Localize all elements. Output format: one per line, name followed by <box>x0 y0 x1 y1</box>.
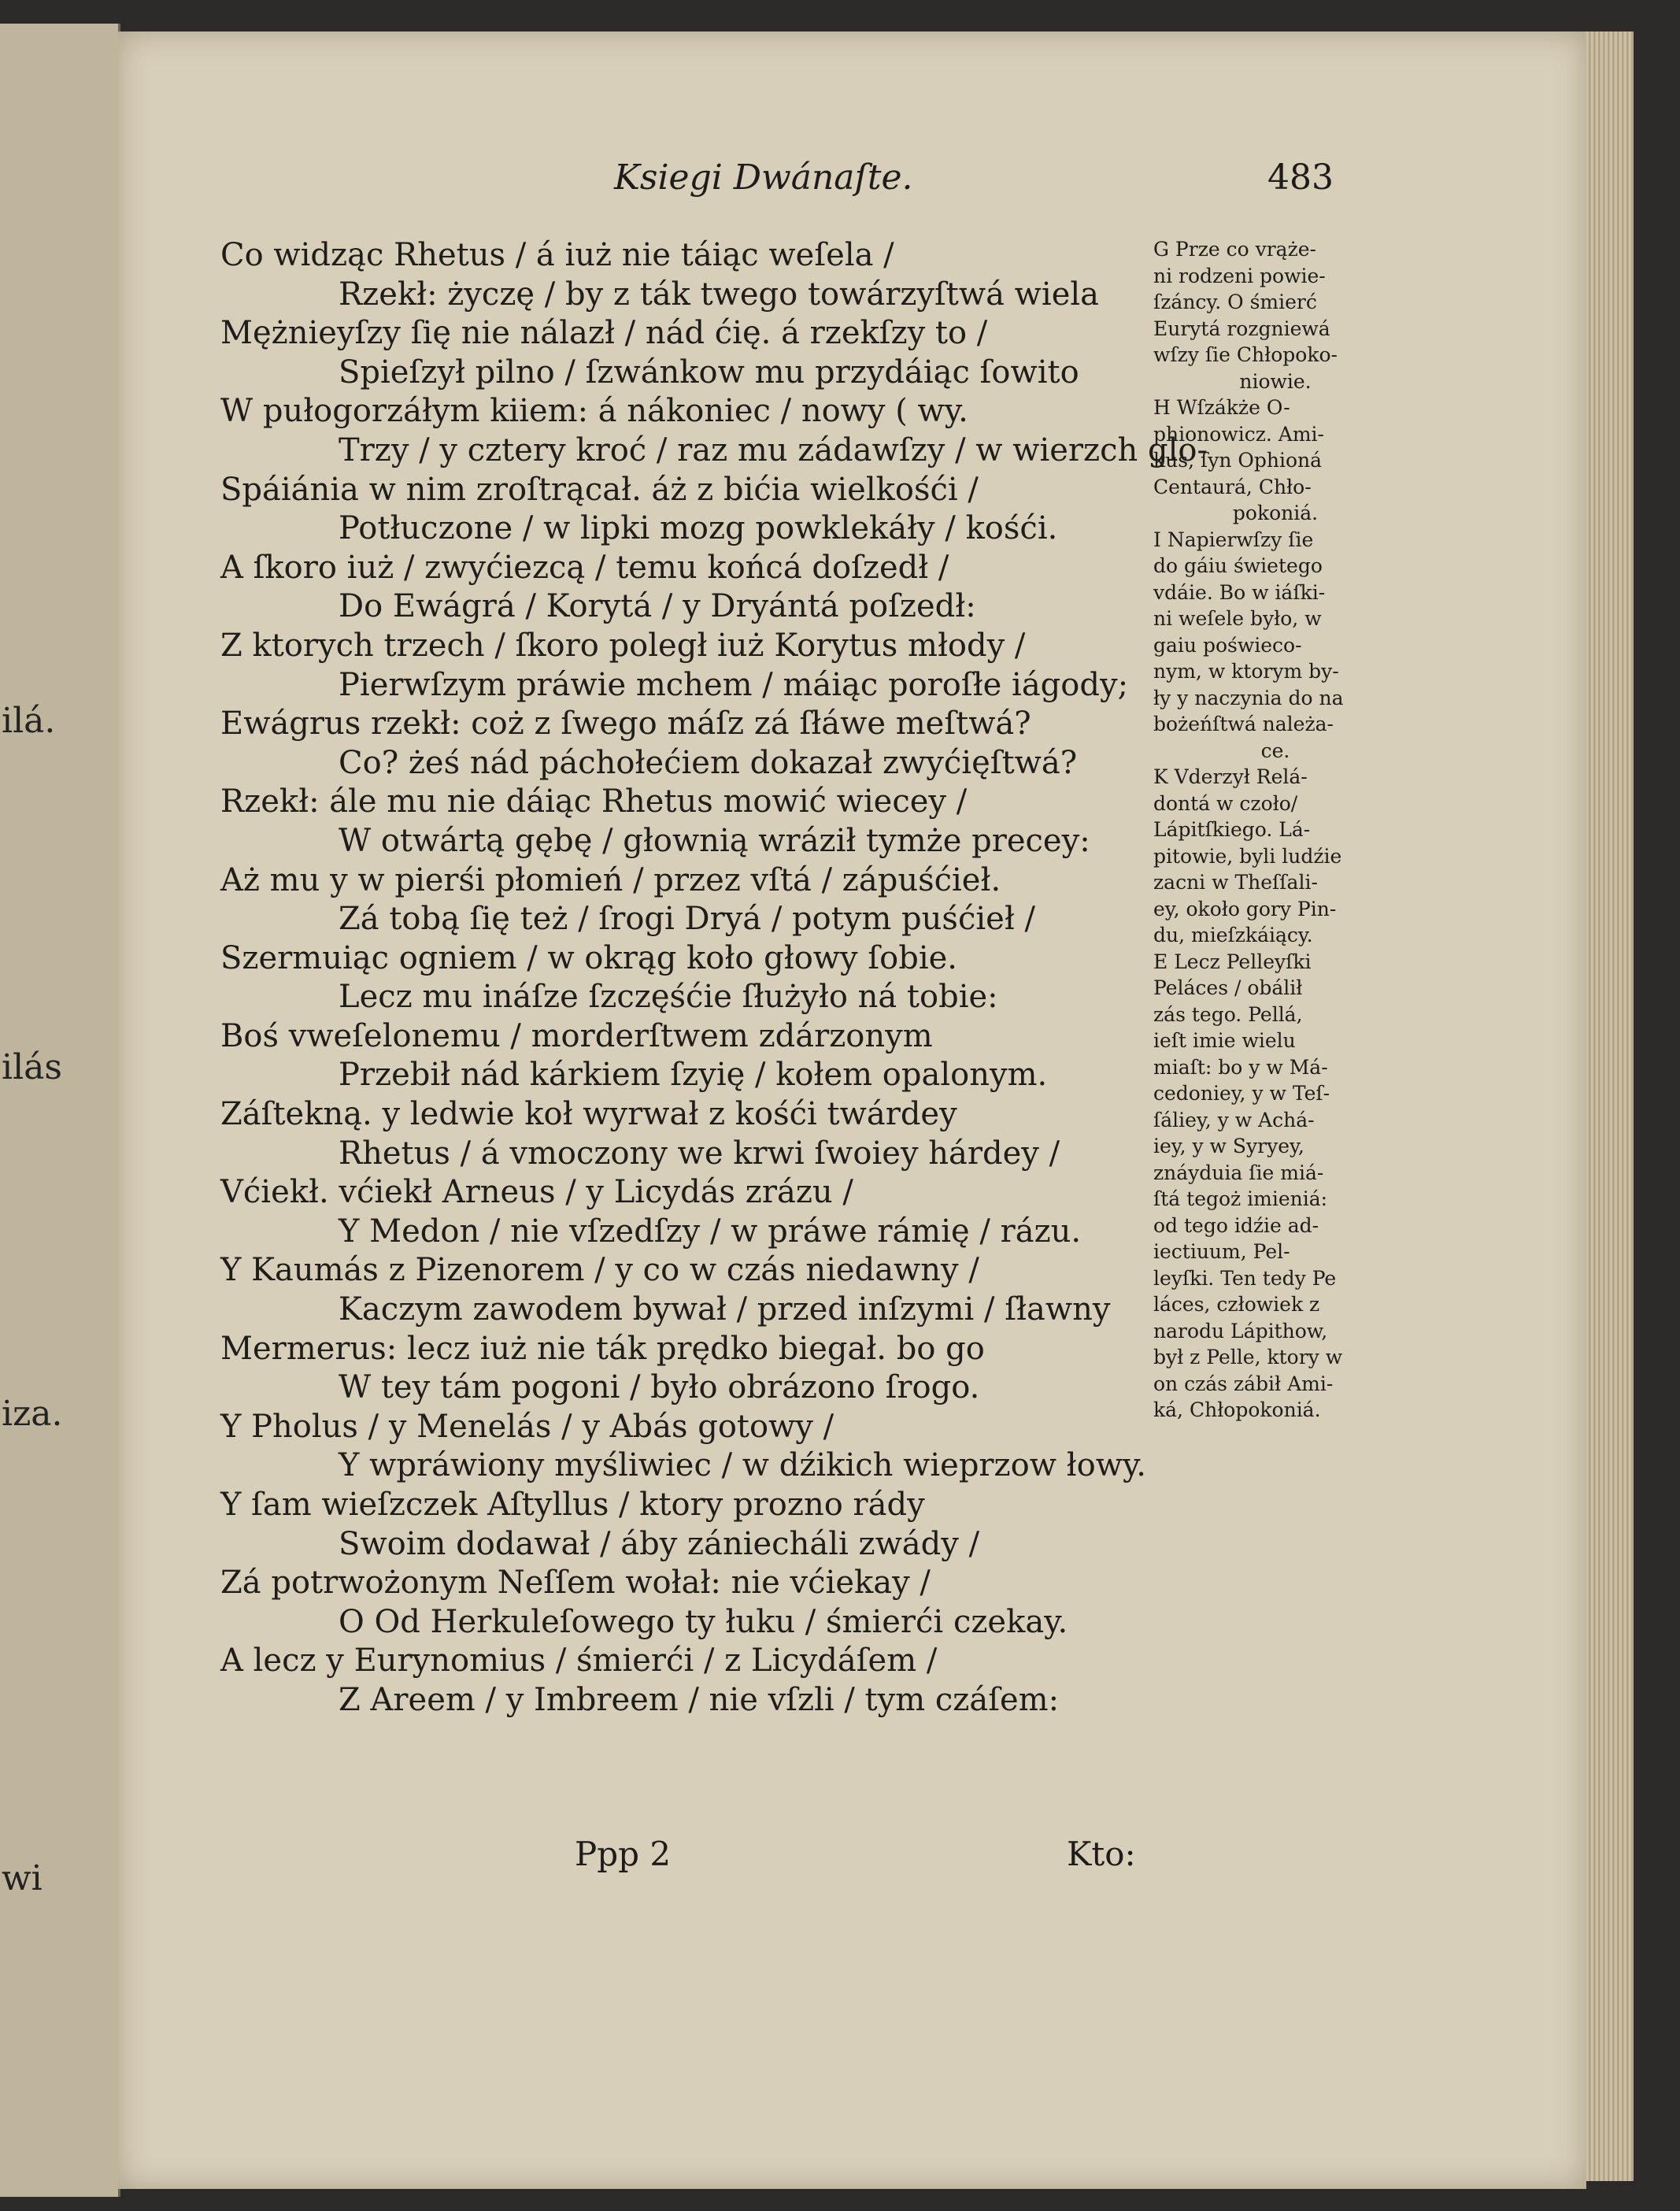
left-page-fragment: ilá. <box>2 701 56 741</box>
marginal-note-line: cedoniey, y w Teſ- <box>1153 1082 1330 1105</box>
verse-line: Z Areem / y Imbreem / nie vſzli / tym czáſem: <box>339 1681 1060 1718</box>
marginal-note-line: bożeńſtwá należa- <box>1153 713 1334 735</box>
marginal-note-line: ſáliey, y w Achá- <box>1153 1108 1315 1131</box>
marginal-note-line: ey, około gory Pin- <box>1153 897 1337 920</box>
verse-line: W tey tám pogoni / było obrázono ſrogo. <box>339 1369 980 1406</box>
marginal-note-line: E Lecz Pelleyſki <box>1153 950 1312 973</box>
verse-line: Do Ewágrá / Korytá / y Dryántá poſzedł: <box>339 588 976 625</box>
marginal-note-line: K Vderzył Relá- <box>1153 765 1308 788</box>
left-page-fragment: ilás <box>2 1047 62 1087</box>
marginal-note-line: pitowie, byli ludźie <box>1153 844 1342 868</box>
verse-line: A lecz y Eurynomius / śmierći / z Licydáſem / <box>220 1643 938 1680</box>
verse-line: Aż mu y w pierśi płomień / przez vſtá / zápuśćieł. <box>220 861 1001 898</box>
marginal-note-line: pokoniá. <box>1232 502 1319 524</box>
verse-block <box>220 236 1208 1720</box>
marginal-note-line: I Napierwſzy ſie <box>1153 528 1314 551</box>
marginal-note-line: ká, Chłopokoniá. <box>1153 1398 1321 1421</box>
verse-line: A ſkoro iuż / zwyćiezcą / temu końcá doſzedł / <box>220 549 949 586</box>
marginal-note-line: G Prze co vrąże- <box>1153 238 1316 261</box>
marginal-note-line: narodu Lápithow, <box>1153 1319 1328 1343</box>
verse-line: Potłuczone / w lipki mozg powklekáły / kośći. <box>339 510 1058 547</box>
verse-line: Rhetus / á vmoczony we krwi ſwoiey hárdey / <box>339 1135 1060 1172</box>
catchword: Kto: <box>1067 1835 1136 1873</box>
marginal-note-line: nym, w ktorym by- <box>1153 660 1339 683</box>
marginal-note-line: miaſt: bo y w Má- <box>1153 1055 1328 1079</box>
marginal-note-line: znáyduia ſie miá- <box>1153 1161 1324 1184</box>
verse-line: Y wpráwiony myśliwiec / w dźikich wieprzow łowy. <box>339 1447 1146 1484</box>
marginal-note-line: ni weſele było, w <box>1153 607 1322 630</box>
verse-line: Rzekł: życzę / by z ták twego towárzyſtwá wiela <box>339 276 1100 313</box>
running-header: Ksiegi Dwánaſte. <box>614 157 913 198</box>
marginal-note-line: vdáie. Bo w iáſki- <box>1153 580 1326 604</box>
marginal-note-line: on czás zábił Ami- <box>1153 1372 1334 1395</box>
verse-line: Pierwſzym práwie mchem / máiąc poroſłe iágody; <box>339 666 1129 703</box>
marginal-note-line: phionowicz. Ami- <box>1153 422 1324 446</box>
verse-line: Boś vweſelonemu / morderſtwem zdárzonym <box>220 1017 933 1054</box>
page-edges <box>1586 31 1634 2181</box>
marginal-note-line: Eurytá rozgniewá <box>1153 317 1330 340</box>
verse-line: W otwártą gębę / głownią wráził tymże precey: <box>339 822 1090 859</box>
marginal-note-line: ſtá tegoż imieniá: <box>1153 1187 1328 1210</box>
marginal-note-line: dontá w czoło/ <box>1153 791 1298 815</box>
verse-line: Zá potrwożonym Neſſem wołał: nie vćiekay / <box>220 1565 931 1602</box>
marginal-note-line: iey, y w Syryey, <box>1153 1135 1304 1157</box>
verse-line: Y Pholus / y Menelás / y Abás gotowy / <box>220 1408 834 1445</box>
verse-line: Záſtekną. y ledwie koł wyrwał z kośći twárdey <box>220 1096 957 1133</box>
verse-line: Co? żeś nád páchołećiem dokazał zwyćięſtwá? <box>339 744 1078 781</box>
marginal-note-line: był z Pelle, ktory w <box>1153 1346 1343 1368</box>
marginal-note-line: láces, człowiek z <box>1153 1293 1320 1316</box>
left-page-fragment: iza. <box>2 1394 63 1434</box>
marginal-note-line: ni rodzeni powie- <box>1153 264 1326 287</box>
verse-line: Szermuiąc ogniem / w okrąg koło głowy ſobie. <box>220 939 957 976</box>
marginal-note-line: ły y naczynia do na <box>1153 686 1344 709</box>
verse-line: Kaczym zawodem bywał / przed inſzymi / ſławny <box>339 1291 1111 1328</box>
marginal-note-line: H Wſzákże O- <box>1153 396 1290 419</box>
verse-line: Ewágrus rzekł: coż z ſwego máſz zá ſłáwe meſtwá? <box>220 706 1031 743</box>
marginal-note-line: iectiuum, Pel- <box>1153 1240 1290 1263</box>
marginal-note-line: zacni w Theſſali- <box>1153 871 1318 894</box>
marginal-note-line: wſzy ſie Chłopoko- <box>1153 343 1338 366</box>
page-number: 483 <box>1267 157 1334 198</box>
verse-line: Y Kaumás z Pizenorem / y co w czás niedawny / <box>220 1252 979 1289</box>
marginal-notes <box>1153 236 1397 1424</box>
marginal-note-line: ſzáncy. O śmierć <box>1153 291 1317 313</box>
marginal-note-line: zás tego. Pellá, <box>1153 1002 1303 1026</box>
verse-line: Trzy / y cztery kroć / raz mu zádawſzy / w wierzch glo- <box>339 431 1208 468</box>
verse-line: Mermerus: lecz iuż nie ták prędko biegał. bo go <box>220 1330 985 1367</box>
verse-line: Y Medon / nie vſzedſzy / w práwe rámię / rázu. <box>339 1213 1082 1250</box>
marginal-note-line: gaiu poświeco- <box>1153 633 1302 657</box>
marginal-note-line: Centaurá, Chło- <box>1153 475 1312 498</box>
verse-line: Z ktorych trzech / ſkoro poległ iuż Korytus młody / <box>220 627 1026 664</box>
marginal-note-line: niowie. <box>1239 369 1312 393</box>
marginal-note-line: kus, ſyn Ophioná <box>1153 449 1323 472</box>
marginal-note-line: leyſki. Ten tedy Pe <box>1153 1266 1337 1290</box>
signature-mark: Ppp 2 <box>575 1835 672 1873</box>
verse-line: W pułogorzáłym kiiem: á nákoniec / nowy ( wy. <box>220 393 968 430</box>
marginal-note-line: ce. <box>1260 739 1290 762</box>
marginal-note-line: Peláces / obálił <box>1153 976 1303 999</box>
verse-line: Przebił nád kárkiem ſzyię / kołem opalonym. <box>339 1057 1048 1094</box>
verse-line: Zá tobą ſię też / ſrogi Dryá / potym puśćieł / <box>339 901 1035 938</box>
verse-line: Y ſam wieſzczek Aſtyllus / ktory prozno rády <box>220 1487 925 1523</box>
verse-line: Vćiekł. vćiekł Arneus / y Licydás zrázu / <box>220 1174 853 1211</box>
marginal-note-line: ieſt imie wielu <box>1153 1029 1296 1052</box>
left-page-fragment: wi <box>2 1858 43 1898</box>
verse-line: Swoim dodawał / áby zániecháli zwády / <box>339 1525 980 1562</box>
verse-line: Mężnieyſzy ſię nie nálazł / nád ćię. á rzekſzy to / <box>220 315 988 352</box>
marginal-note-line: do gáiu świetego <box>1153 554 1323 577</box>
marginal-note-line: od tego idźie ad- <box>1153 1213 1319 1237</box>
verse-line: Lecz mu ináſze ſzczęśćie ſłużyło ná tobie: <box>339 979 998 1016</box>
marginal-note-line: Lápitſkiego. Lá- <box>1153 818 1311 841</box>
verse-line: Rzekł: ále mu nie dáiąc Rhetus mowić wiecey / <box>220 783 968 820</box>
marginal-note-line: du, mieſzkáiący. <box>1153 924 1313 946</box>
left-page <box>0 24 120 2197</box>
verse-line: O Od Herkuleſowego ty łuku / śmierći czekay. <box>339 1603 1068 1640</box>
verse-line: Spieſzył pilno / ſzwánkow mu przydáiąc ſowito <box>339 354 1079 391</box>
verse-line: Co widząc Rhetus / á iuż nie táiąc weſela / <box>220 237 894 273</box>
verse-line: Spáiánia w nim zroſtrącał. áż z bićia wielkośći / <box>220 471 979 508</box>
